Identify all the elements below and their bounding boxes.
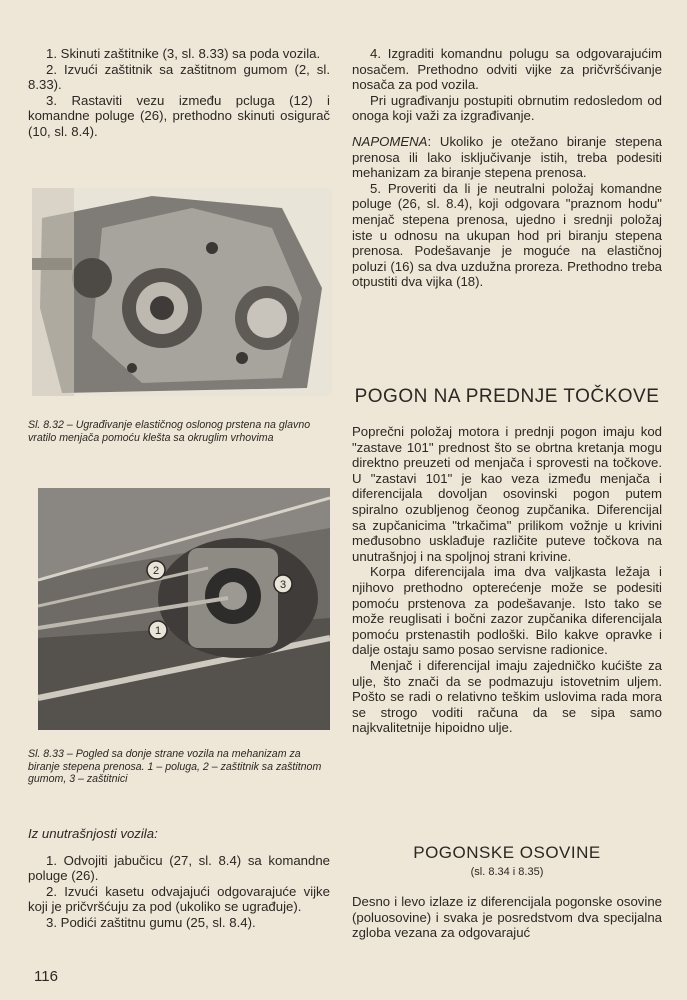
figure-8-33-photo: [38, 488, 330, 730]
left-top-text: [28, 46, 330, 140]
right-top-text: [352, 46, 662, 290]
figure-8-32-photo: [32, 188, 332, 396]
step-3: 3. Rastaviti vezu između pcluga (12) i komandne poluge (26), prethodno skinuti osigurač (10, sl. 8.4).: [28, 92, 330, 139]
step-4: 4. Izgraditi komandnu polugu sa odgovarajućim nosačem. Prethodno odviti vijke za pričvršćivanje nosača za pod vozila.: [352, 46, 662, 93]
interior-step-3: 3. Podići zaštitnu gumu (25, sl. 8.4).: [46, 914, 256, 930]
interior-heading: Iz unutrašnjosti vozila:: [28, 826, 158, 841]
section-pogon-text: [352, 424, 662, 736]
figure-8-32-caption: Sl. 8.32 – Ugrađivanje elastičnog oslonog prstena na glavno vratilo menjača pomoću klešta sa okruglim vrhovima: [28, 419, 311, 444]
section-title-osovine: POGONSKE OSOVINE: [413, 843, 601, 862]
pogon-paragraph-3: Menjač i diferencijal imaju zajedničko kućište za ulje, što znači da se podmazuju istovetnim uljem. Pošto se radi o relativno teškim uslovima rada mora se strogo voditi računa da se sipa samo najkvalitetnije hipoidno ulje.: [352, 657, 662, 736]
left-bottom-text: [28, 826, 330, 931]
interior-step-2: 2. Izvući kasetu odvajajući odgovarajuće vijke koji je pričvršćuju za pod (ukoliko se ugrađuje).: [28, 883, 330, 915]
osovine-paragraph: Desno i levo izlaze iz diferencijala pogonske osovine (poluosovine) i svaka je posredstvom dva specijalna zgloba vezana za odgovarajuć: [352, 894, 662, 941]
napomena: [352, 134, 662, 181]
reassembly-note: Pri ugrađivanju postupiti obrnutim redosledom od onoga koji važi za izgrađivanje.: [352, 92, 662, 124]
fig2-label-3: 3: [279, 579, 287, 591]
step-1: 1. Skinuti zaštitnike (3, sl. 8.33) sa poda vozila.: [46, 46, 321, 61]
step-5: 5. Proveriti da li je neutralni položaj komandne poluge (26, sl. 8.4), koji odgovara "praznom hodu" menjač stepena prenosa, ujedno i srednji položaj iste u odnosu na ukupan hod pri biranju stepena prenosa. Podešavanje je moguće na elastičnoj poluzi (16) sa dva uzdužna proreza. Prethodno treba otpustiti dva vijka (18).: [352, 180, 662, 290]
section-osovine-text: [352, 894, 662, 941]
pogon-paragraph-2: Korpa diferencijala ima dva valjkasta ležaja i njihovo prethodno opterećenje može se podesiti pomoću prstenova za podešavanje. Isto tako se može reuglisati i bočni zazor zupčanika diferencijala pomoću prstenastih podloški. Bilo kakve opravke i dalje ostaju samo posao servisne radionice.: [352, 564, 662, 658]
fig2-label-1: 1: [154, 625, 162, 637]
page-number: 116: [34, 968, 58, 985]
interior-step-1: 1. Odvojiti jabučicu (27, sl. 8.4) sa komandne poluge (26).: [28, 852, 330, 884]
fig2-label-2: 2: [152, 565, 160, 577]
step-2: 2. Izvući zaštitnik sa zaštitnom gumom (2, sl. 8.33).: [28, 61, 330, 93]
figure-8-33-caption: Sl. 8.33 – Pogled sa donje strane vozila na mehanizam za biranje stepena prenosa. 1 – poluga, 2 – zaštitnik sa zaštitnom gumom, 3 – zaštitnici: [28, 748, 322, 786]
pogon-paragraph-1: Poprečni položaj motora i prednji pogon imaju kod "zastave 101" prednost što se obrtna kretanja mogu direktno preuzeti od menjača i sprovesti na točkove. U "zastavi 101" je kao veza između menjača i diferencijala dovoljan osovinski pogon putem spiralno ozubljenog čeonog zupčanika. Diferencijal sa zupčanicima "trkačima" prilikom vožnje u krivini međusobno usklađuje različite puteve točkova na unutrašnjoj i na spoljnoj strani krivine.: [352, 424, 662, 564]
section-title-pogon: POGON NA PREDNJE TOČKOVE: [354, 386, 660, 407]
napomena-label: NAPOMENA: [352, 133, 428, 149]
section-osovine-subtitle: (sl. 8.34 i 8.35): [470, 866, 544, 878]
napomena-text: : Ukoliko je otežano biranje stepena prenosa ili lako isključivanje istih, treba podesiti mehanizam za biranje stepena prenosa.: [352, 133, 662, 181]
